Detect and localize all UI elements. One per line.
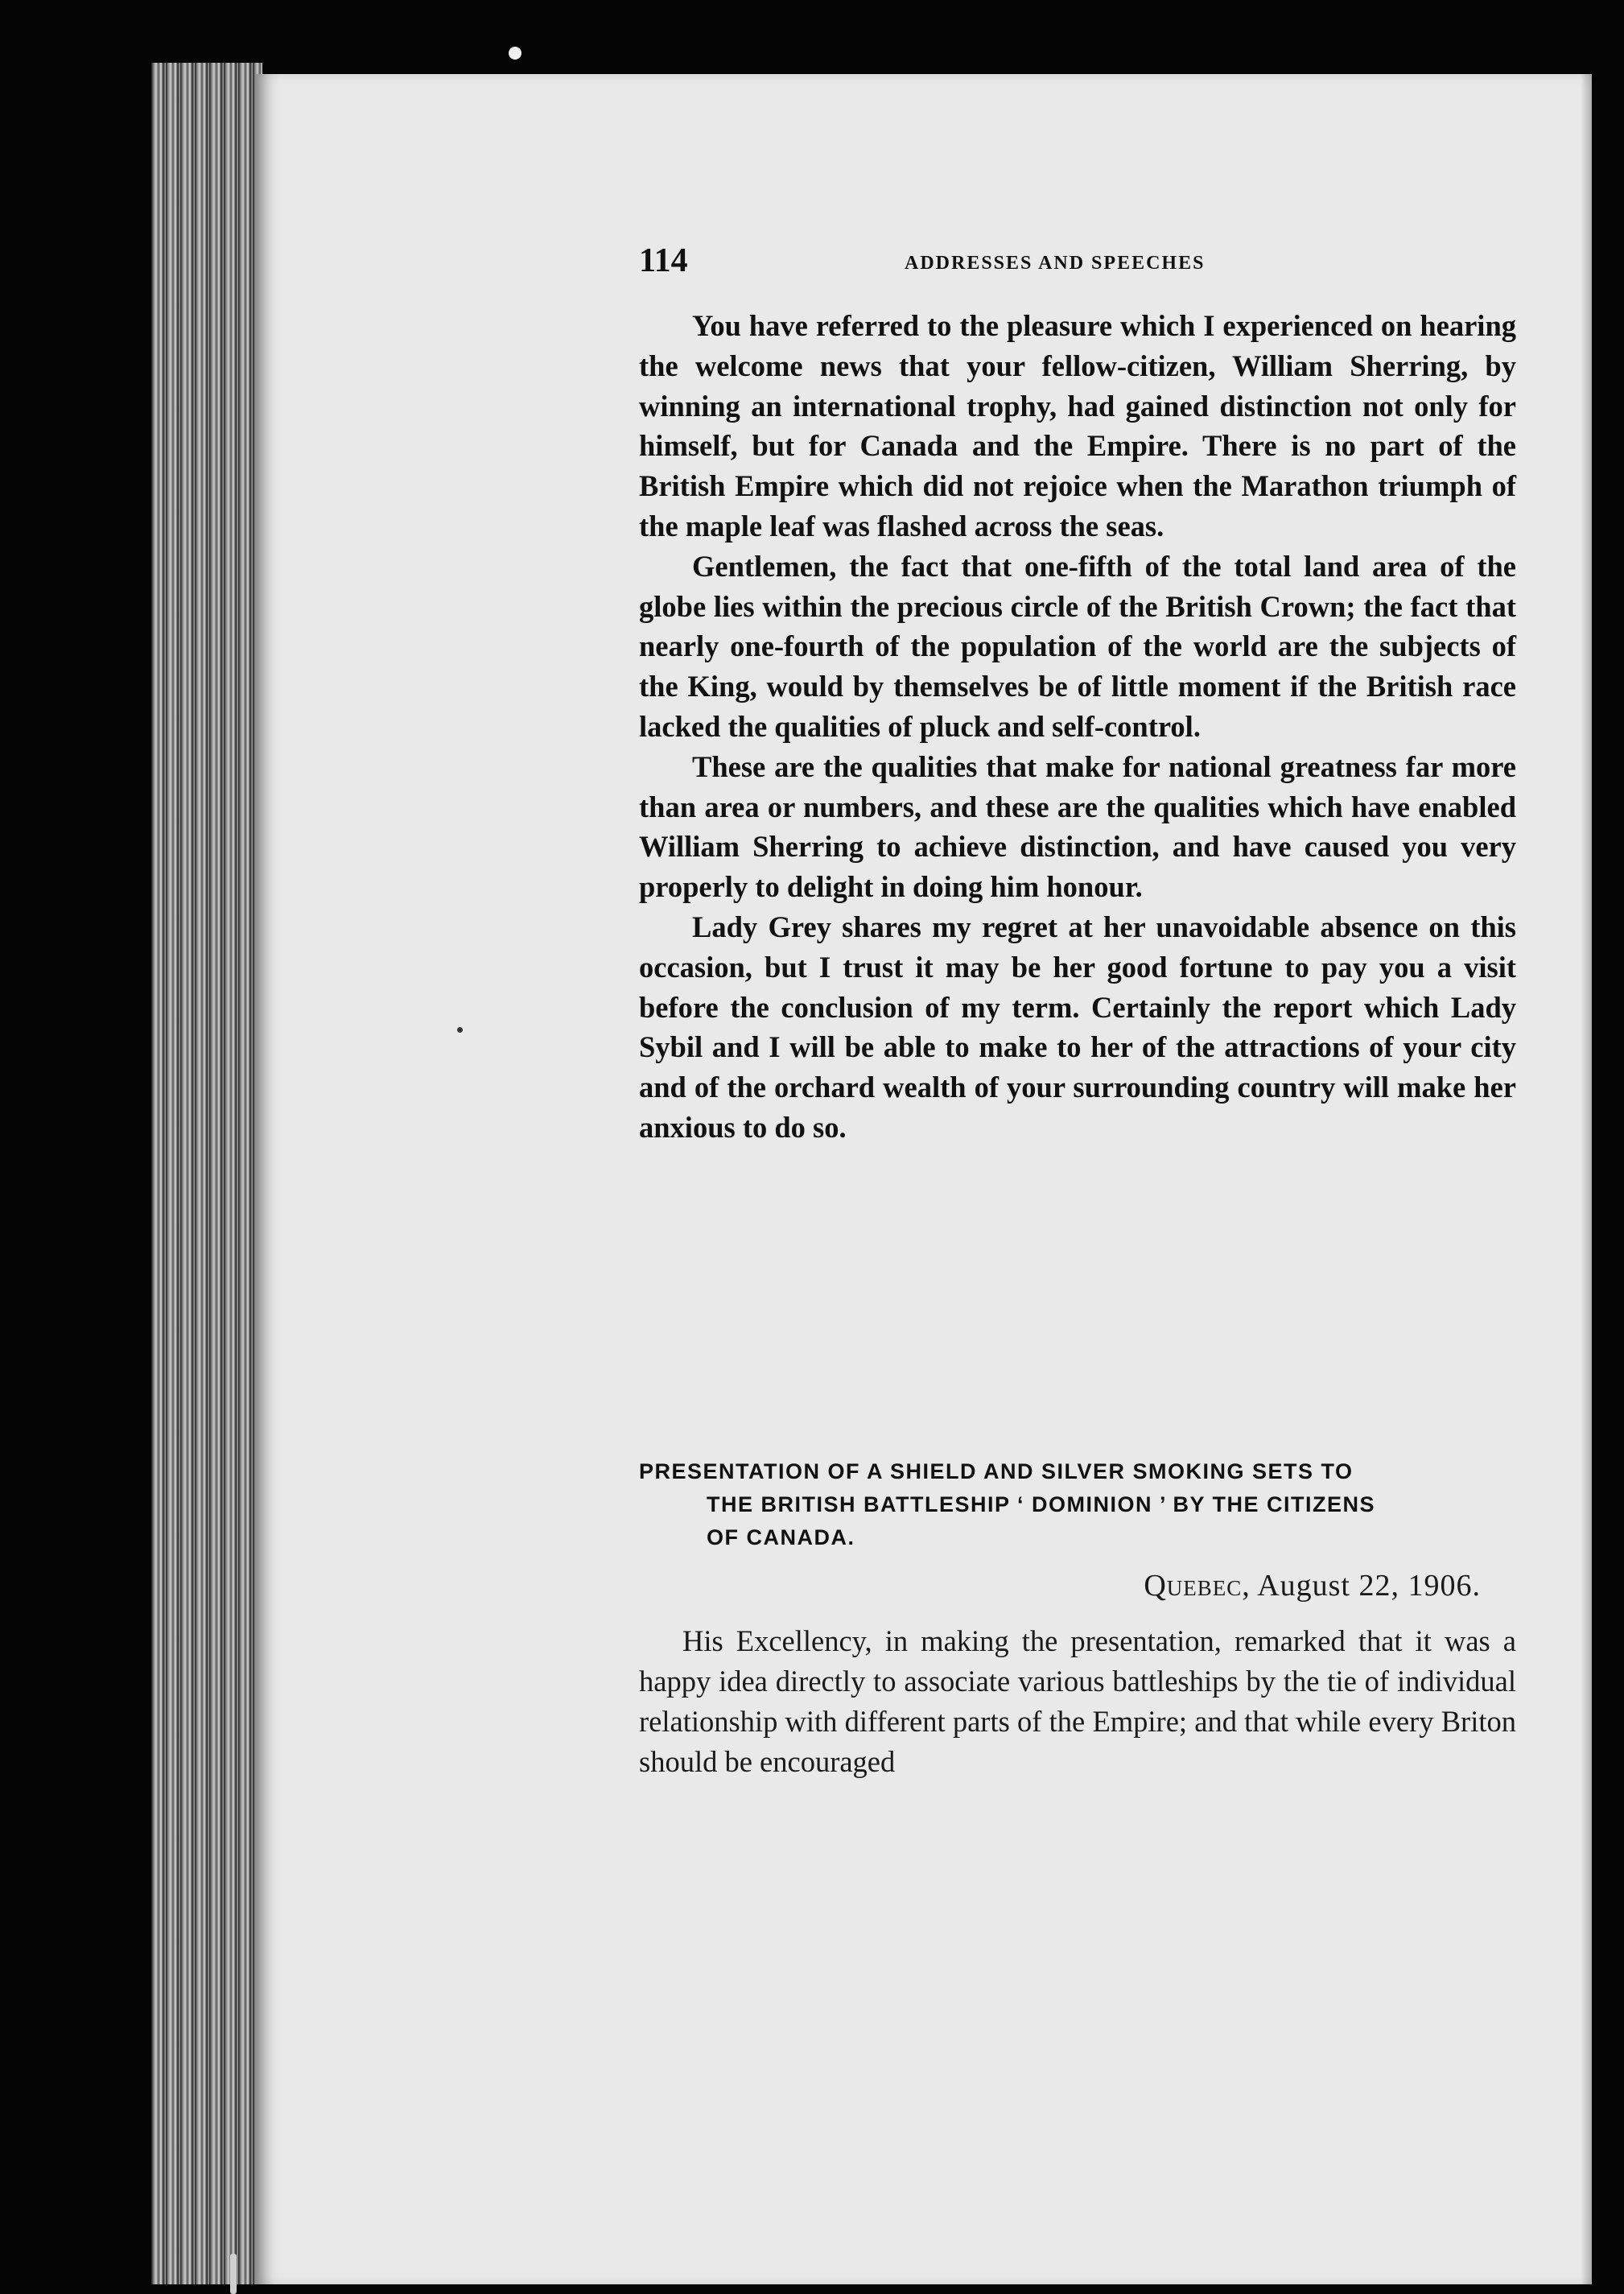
page-gutter-shadow bbox=[1581, 74, 1592, 2284]
dateline-place: Quebec, bbox=[1144, 1569, 1251, 1603]
paragraph: Gentlemen, the fact that one-fifth of the total land area of the globe lies within the precious circle of the British Crown; the fact that nearly one-fourth of the population of the world are the subjects of the King, would by themselves be of little moment if the British race lacked the qualities of pluck and self-control. bbox=[639, 549, 1516, 743]
section-body bbox=[639, 1621, 1516, 1782]
scan-artifact-mark bbox=[230, 2254, 237, 2294]
paragraph: You have referred to the pleasure which I experienced on hearing the welcome news that your fellow-citizen, William Sherring, by winning an international trophy, had gained distinction not only for himself, but for Canada and the Empire. There is no part of the British Empire which did not rejoice when the Marathon triumph of the maple leaf was flashed across the seas. bbox=[639, 309, 1516, 543]
running-head: ADDRESSES AND SPEECHES bbox=[905, 253, 1206, 274]
paragraph: His Excellency, in making the presentation, remarked that it was a happy idea directly to associate various battleships by the tie of individual relationship with different parts of the Empire; and that while every Briton should be encouraged bbox=[639, 1624, 1516, 1778]
page-number: 114 bbox=[639, 242, 688, 279]
section-title bbox=[639, 1455, 1521, 1554]
page-header bbox=[639, 241, 1516, 282]
paragraph: These are the qualities that make for national greatness far more than area or numbers, and these are the qualities which have enabled William Sherring to achieve distinction, and have caused you very properly to delight in doing him honour. bbox=[639, 749, 1516, 904]
dateline-date: August 22, 1906. bbox=[1257, 1569, 1481, 1603]
speech-body bbox=[639, 306, 1516, 1148]
page-edge-stack bbox=[151, 63, 262, 2284]
section-title-line: THE BRITISH BATTLESHIP ‘ DOMINION ’ BY THE CITIZENS bbox=[707, 1492, 1376, 1516]
scan-artifact-dot bbox=[509, 47, 521, 60]
paragraph: Lady Grey shares my regret at her unavoidable absence on this occasion, but I trust it may be her good fortune to pay you a visit before the conclusion of my term. Certainly the report which Lady Sybil and I will be able to make to her of the attractions of your city and of the orchard wealth of your surrounding country will make her anxious to do so. bbox=[639, 910, 1516, 1144]
scan-artifact-speck bbox=[457, 1027, 463, 1033]
section-title-line: PRESENTATION OF A SHIELD AND SILVER SMOKING SETS TO bbox=[639, 1459, 1354, 1483]
section-title-line: OF CANADA. bbox=[707, 1525, 855, 1549]
dateline bbox=[1094, 1568, 1481, 1603]
